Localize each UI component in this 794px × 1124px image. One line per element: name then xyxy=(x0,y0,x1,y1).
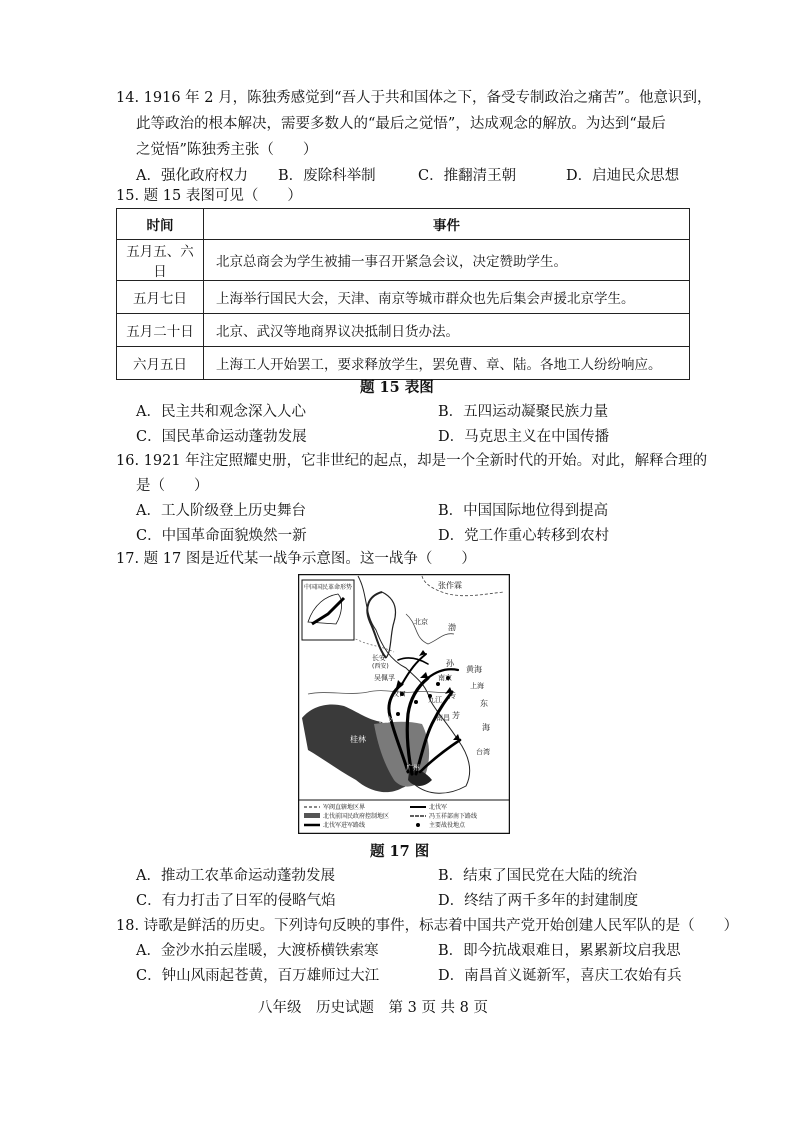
q14-option-a[interactable]: A．强化政府权力 xyxy=(136,168,248,184)
q18-option-a[interactable]: A．金沙水拍云崖暖，大渡桥横铁索寒 xyxy=(136,943,379,959)
map-label-guangzhou: 广州 xyxy=(406,764,420,772)
page-footer: 八年级 历史试题 第 3 页 共 8 页 xyxy=(258,1000,488,1016)
q14-stem-line1: 14. 1916 年 2 月，陈独秀感觉到“吾人于共和国体之下，备受专制政治之痛苦”。他意识到， xyxy=(116,90,712,106)
row-time: 五月五、六日 xyxy=(117,240,204,281)
q17-option-b[interactable]: B．结束了国民党在大陆的统治 xyxy=(438,868,638,884)
q18-option-d[interactable]: D．南昌首义诞新军，喜庆工农始有兵 xyxy=(438,968,682,984)
q17-option-a[interactable]: A．推动工农革命运动蓬勃发展 xyxy=(136,868,335,884)
map-label-nanchang: 南昌 xyxy=(436,714,450,722)
table-row xyxy=(117,347,690,380)
row-time: 五月二十日 xyxy=(117,314,204,347)
map-label-nanjing: 南京 xyxy=(438,674,452,682)
row-event: 北京总商会为学生被捕一事召开紧急会议，决定赞助学生。 xyxy=(204,240,690,281)
q14-option-d[interactable]: D．启迪民众思想 xyxy=(566,168,680,184)
map-label-fang: 芳 xyxy=(452,711,460,720)
row-event: 北京、武汉等地商界议决抵制日货办法。 xyxy=(204,314,690,347)
row-time: 五月七日 xyxy=(117,281,204,314)
q17-option-d[interactable]: D．终结了两千多年的封建制度 xyxy=(438,893,639,909)
q17-stem: 17. 题 17 图是近代某一战争示意图。这一战争（ ） xyxy=(116,551,476,567)
q14-option-b[interactable]: B．废除科举制 xyxy=(278,168,376,184)
map-label-dong: 东 xyxy=(480,699,488,708)
q15-option-c[interactable]: C．国民革命运动蓬勃发展 xyxy=(136,429,307,445)
row-event: 上海举行国民大会，天津、南京等城市群众也先后集会声援北京学生。 xyxy=(204,281,690,314)
q18-option-b[interactable]: B．即今抗战艰难日，累累新坟启我思 xyxy=(438,943,681,959)
table-row xyxy=(117,281,690,314)
legend-route: 北伐军进军路线 xyxy=(323,822,366,829)
q16-stem-line1: 16. 1921 年注定照耀史册，它非世纪的起点，却是一个全新时代的开始。对此，解释合理的 xyxy=(116,453,708,469)
row-time: 六月五日 xyxy=(117,347,204,380)
q17-map xyxy=(298,574,510,834)
q15-option-d[interactable]: D．马克思主义在中国传播 xyxy=(438,429,610,445)
legend-battle: 主要战役地点 xyxy=(429,822,466,829)
map-label-changan: 长安 xyxy=(372,654,386,662)
legend-control: 北伐前国民政府控制地区 xyxy=(323,813,390,820)
q14-stem-line3: 之觉悟”陈独秀主张（ ） xyxy=(136,142,318,158)
legend-feng: 冯玉祥部南下路线 xyxy=(429,813,478,820)
legend-army: 北伐军 xyxy=(429,804,448,811)
header-event: 事件 xyxy=(204,209,690,240)
map-label-bohai: 渤 xyxy=(448,623,456,632)
q16-option-c[interactable]: C．中国革命面貌焕然一新 xyxy=(136,528,307,544)
map-label-changsha: 长沙 xyxy=(378,716,392,724)
map-label-huanghai: 黄海 xyxy=(466,665,482,674)
map-label-wupeifu: 吴佩孚 xyxy=(374,674,395,682)
q16-option-b[interactable]: B．中国国际地位得到提高 xyxy=(438,503,609,519)
map-label-guilin: 桂林 xyxy=(350,735,366,744)
q15-caption: 题 15 表图 xyxy=(360,379,434,396)
map-label-xian: (西安) xyxy=(372,663,389,670)
q15-stem: 15. 题 15 表图可见（ ） xyxy=(116,188,302,204)
map-label-hai: 海 xyxy=(482,723,490,732)
q15-option-b[interactable]: B．五四运动凝聚民族力量 xyxy=(438,404,609,420)
map-label-taiwan: 台湾 xyxy=(476,748,490,756)
map-label-hankou: 汉口 xyxy=(392,690,406,698)
row-event: 上海工人开始罢工，要求释放学生，罢免曹、章、陆。各地工人纷纷响应。 xyxy=(204,347,690,380)
q18-option-c[interactable]: C．钟山风雨起苍黄，百万雄师过大江 xyxy=(136,968,380,984)
map-label-shanghai: 上海 xyxy=(470,682,484,690)
q16-stem-line2: 是（ ） xyxy=(136,478,209,494)
q16-option-a[interactable]: A．工人阶级登上历史舞台 xyxy=(136,503,306,519)
map-label-beijing: 北京 xyxy=(414,618,428,626)
map-label-jiujiang: 九江 xyxy=(428,696,442,704)
map-label-zhangzuolin: 张作霖 xyxy=(438,581,462,590)
q14-option-c[interactable]: C．推翻清王朝 xyxy=(418,168,517,184)
q15-option-a[interactable]: A．民主共和观念深入人心 xyxy=(136,404,306,420)
q17-caption: 题 17 图 xyxy=(370,843,430,860)
table-row xyxy=(117,240,690,281)
map-label-chuan: 传 xyxy=(448,691,456,700)
q14-stem-line2: 此等政治的根本解决，需要多数人的“最后之觉悟”，达成观念的解放。为达到“最后 xyxy=(136,116,666,132)
map-inset-title: 中国国民革命形势 xyxy=(304,584,353,591)
q16-option-d[interactable]: D．党工作重心转移到农村 xyxy=(438,528,610,544)
table-row xyxy=(117,314,690,347)
q18-stem: 18. 诗歌是鲜活的历史。下列诗句反映的事件，标志着中国共产党开始创建人民军队的是（ ） xyxy=(116,918,739,934)
table-header-row xyxy=(117,209,690,240)
map-label-sun: 孙 xyxy=(446,659,454,668)
header-time: 时间 xyxy=(117,209,204,240)
q17-option-c[interactable]: C．有力打击了日军的侵略气焰 xyxy=(136,893,336,909)
legend-boundary: 军阀直辖地区界 xyxy=(323,804,366,811)
q15-table xyxy=(116,208,690,380)
